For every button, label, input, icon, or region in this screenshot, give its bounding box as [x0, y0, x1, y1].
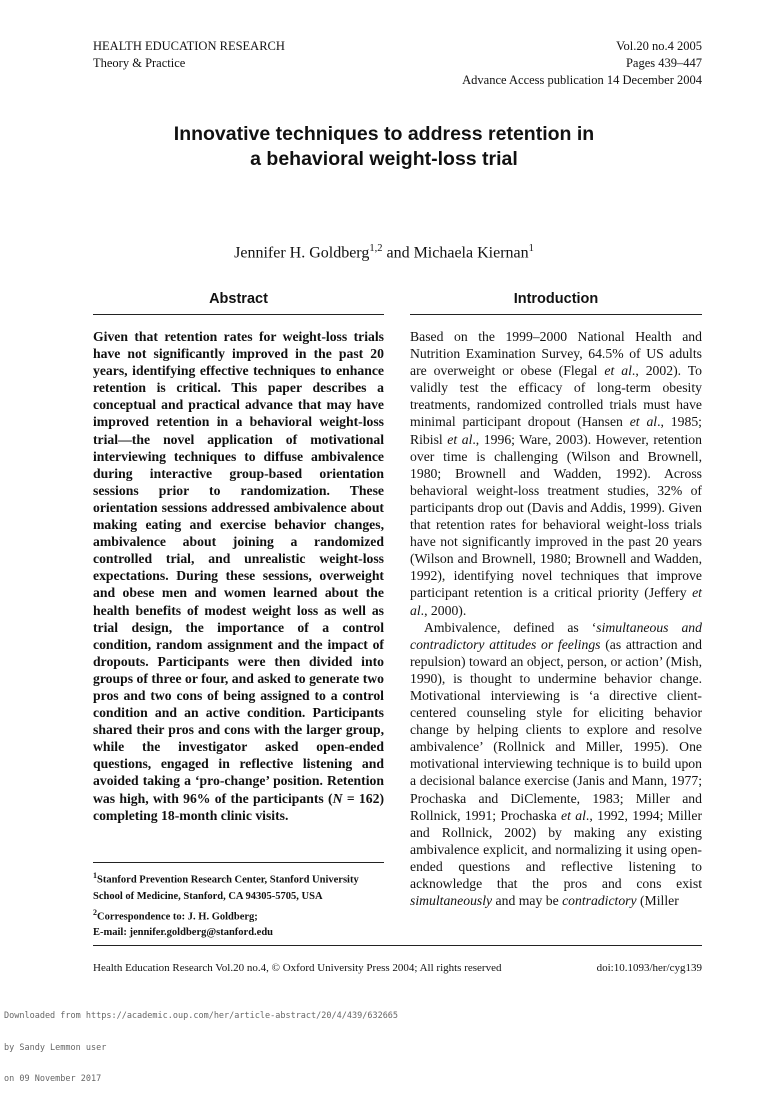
- journal-name: [93, 38, 285, 72]
- journal-line-2: Theory & Practice: [93, 56, 186, 70]
- author-2-affil: 1: [528, 243, 534, 254]
- footer-doi: doi:10.1093/her/cyg139: [596, 962, 702, 974]
- abstract-n-symbol: N: [332, 790, 343, 806]
- simultaneously-word: simultaneously: [410, 893, 493, 909]
- abstract-paragraph: [93, 328, 384, 824]
- journal-line-1: HEALTH EDUCATION RESEARCH: [93, 39, 285, 53]
- footer-rule: [93, 945, 702, 946]
- etal-5: et al: [561, 807, 586, 823]
- affiliation-2: [93, 905, 384, 926]
- pages: Pages 439–447: [625, 56, 702, 70]
- advance-access: Advance Access publication 14 December 2004: [462, 73, 702, 87]
- affiliation-1-text: Stanford Prevention Research Center, Stanford University School of Medicine, Stanford, CA 94305-5705, USA: [93, 874, 359, 902]
- affiliations-rule: [93, 862, 384, 863]
- intro-p2-d: and may be: [492, 893, 563, 909]
- intro-p2-e: (Miller: [636, 893, 679, 909]
- abstract-text-a: Given that retention rates for weight-loss trials have not significantly improved in the past 20 years, identifying effective techniques to enhance retention is critical. This paper describes a conceptual and practical advance that may have improved retention in a behavioral weight-loss trial—the novel application of motivational interviewing techniques to diffuse ambivalence during interactive group-based orientation sessions prior to randomization. These orientation sessions addressed ambivalence about making eating and exercise behavior changes, ambivalence about joining a randomized controlled trial, and unrealistic weight-loss expectations. During these sessions, overweight and obese men and women learned about the health benefits of modest weight loss as well as trial design, the importance of a control condition, random assignment and the impact of dropouts. Participants were then divided into groups of three or four, and asked to generate two pros and two cons of being assigned to a control condition and an active condition. Participants shared their pros and cons with the larger group, while the investigator asked open-ended questions, engaged in reflective listening and avoided taking a ‘pro-change’ position. Retention was high, with 96% of the participants (: [93, 329, 384, 806]
- etal-4: et al: [410, 585, 702, 618]
- download-watermark: [4, 990, 398, 1095]
- footer-copyright: Health Education Research Vol.20 no.4, © Oxford University Press 2004; All rights reserved: [93, 962, 502, 974]
- affiliation-1-sup: 1: [93, 871, 97, 880]
- introduction-body: [410, 328, 702, 909]
- ambivalence-definition: simultaneous and contradictory attitudes or feelings: [410, 619, 702, 652]
- intro-p1-e: ., 2000).: [420, 602, 467, 618]
- intro-paragraph-1: [410, 328, 702, 619]
- title-line-1: Innovative techniques to address retention in: [173, 123, 595, 145]
- affiliation-1: [93, 868, 384, 905]
- contradictory-word: contradictory: [562, 893, 637, 909]
- abstract-rule: [93, 314, 384, 315]
- article-title: [0, 122, 768, 172]
- etal-1: et al: [604, 363, 632, 379]
- issue-info: [462, 38, 702, 89]
- email-line: E-mail: jennifer.goldberg@stanford.edu: [93, 927, 274, 938]
- authors: [0, 243, 768, 262]
- intro-p1-a: Based on the 1999–2000 National Health and Nutrition Examination Survey, 64.5% of US adults are overweight or obese (Flegal: [410, 329, 702, 379]
- abstract-heading: Abstract: [209, 291, 268, 307]
- intro-p2-c: ., 1992, 1994; Miller and Rollnick, 2002) by making any existing ambivalence explicit, and normalizing it using open-ended questions and reflective listening to acknowledge that the pros and cons exist: [410, 807, 702, 891]
- affiliation-2-sup: 2: [93, 907, 97, 917]
- intro-p2-a: Ambivalence, defined as ‘: [424, 619, 597, 635]
- author-1-affil: 1,2: [369, 243, 383, 254]
- intro-p1-b: ., 2002). To validly test the efficacy of long-term obesity treatments, randomized controlled trials must have minimal participant dropout (Hansen: [410, 363, 702, 430]
- watermark-line-1: Downloaded from https://academic.oup.com/her/article-abstract/20/4/439/632665: [4, 1011, 399, 1021]
- abstract-text-b: = 162) completing 18-month clinic visits.: [93, 790, 385, 823]
- authors-and: and: [386, 244, 410, 262]
- author-2: Michaela Kiernan: [413, 244, 529, 262]
- intro-p2-b: (as attraction and repulsion) toward an object, person, or action’ (Mish, 1990), is thought to undermine behavior change. Motivational interviewing is ‘a directive client-centered counseling style for eliciting behavior change by helping clients to explore and resolve ambivalence’ (Rollnick and Miller, 1995). One motivational interviewing technique is to build upon a decisional balance exercise (Janis and Mann, 1977; Prochaska and DiClemente, 1983; Miller and Rollnick, 1991; Prochaska: [410, 636, 702, 823]
- introduction-rule: [410, 314, 702, 315]
- etal-3: et al: [447, 431, 473, 447]
- affiliation-2-text: Correspondence to: J. H. Goldberg;: [97, 911, 258, 922]
- introduction-heading: Introduction: [513, 291, 599, 307]
- intro-paragraph-2: [410, 619, 702, 910]
- etal-2: et al: [629, 414, 658, 430]
- intro-p1-c: ., 1985; Ribisl: [410, 414, 702, 447]
- author-1: Jennifer H. Goldberg: [234, 244, 370, 262]
- abstract-body: [93, 328, 384, 824]
- volume: Vol.20 no.4 2005: [616, 39, 702, 53]
- title-line-2: a behavioral weight-loss trial: [250, 148, 518, 170]
- watermark-line-3: on 09 November 2017: [4, 1074, 102, 1084]
- affiliations: [93, 868, 384, 941]
- watermark-line-2: by Sandy Lemmon user: [4, 1042, 107, 1053]
- intro-p1-d: ., 1996; Ware, 2003). However, retention over time is challenging (Wilson and Brownell, 1980; Brownell and Wadden, 1992). Across behavioral weight-loss treatment studies, 32% of participants drop out (Davis and Addis, 1999). Given that retention rates for behavioral weight-loss trials have not significantly improved in the past 20 years (Wilson and Brownell, 1980; Brownell and Wadden, 1992), identifying novel techniques that improve participant retention is a critical priority (Jeffery: [410, 431, 702, 601]
